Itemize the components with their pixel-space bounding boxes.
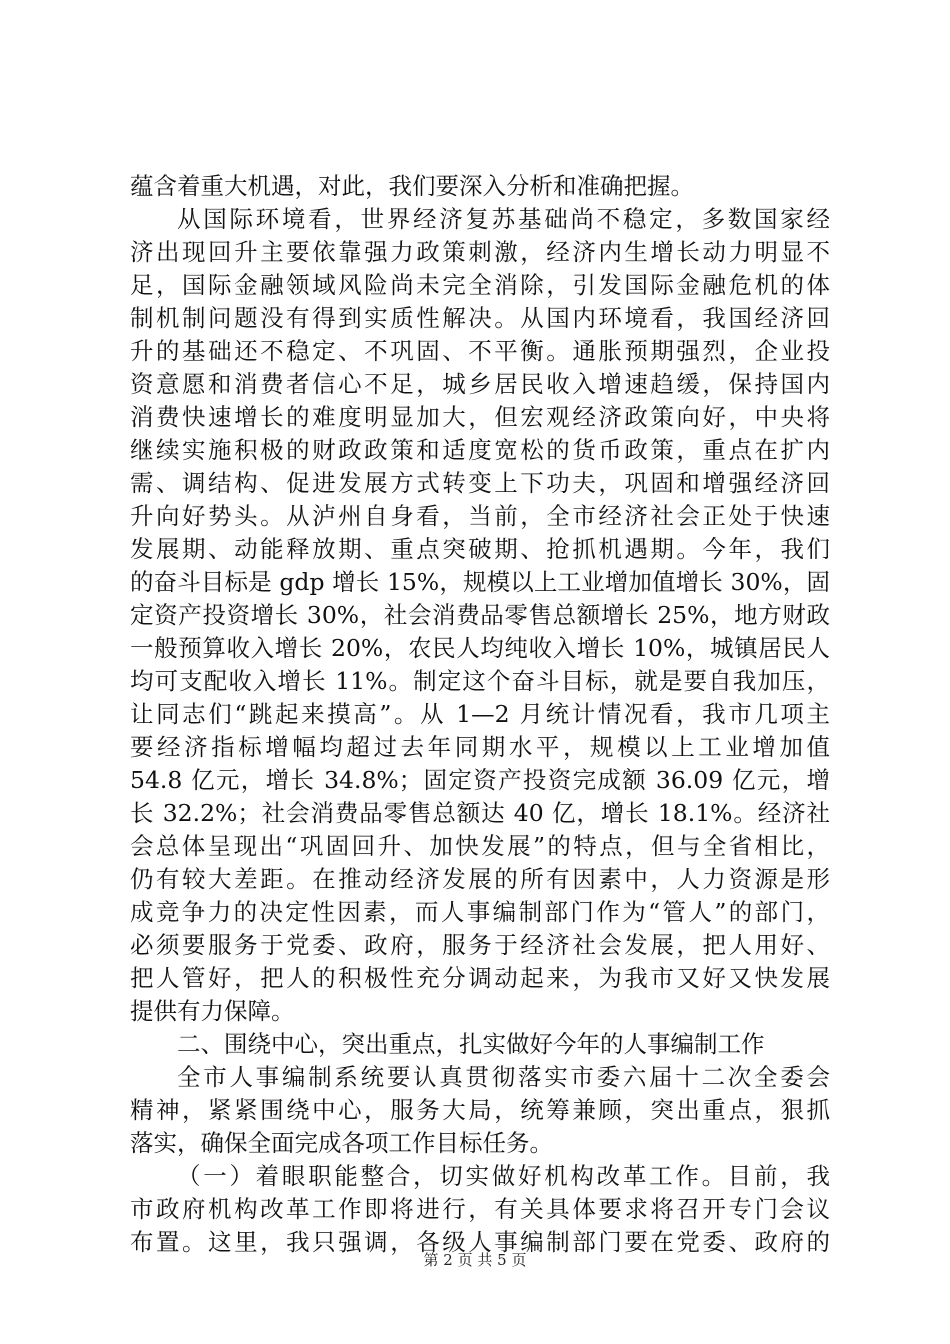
text-line: 落实，确保全面完成各项工作目标任务。 bbox=[130, 1129, 553, 1157]
text-line: 把人管好，把人的积极性充分调动起来，为我市又好又快发展 bbox=[130, 964, 830, 992]
text-line: 二、围绕中心，突出重点，扎实做好今年的人事编制工作 bbox=[177, 1030, 765, 1058]
text-line: 提供有力保障。 bbox=[130, 997, 295, 1025]
text-line: 成竞争力的决定性因素，而人事编制部门作为“管人”的部门， bbox=[130, 898, 830, 926]
text-line: （一）着眼职能整合，切实做好机构改革工作。目前，我 bbox=[177, 1162, 830, 1190]
text-line: 让同志们“跳起来摸高”。从 1—2 月统计情况看，我市几项主 bbox=[130, 700, 830, 728]
text-line: 必须要服务于党委、政府，服务于经济社会发展，把人用好、 bbox=[130, 931, 830, 959]
text-line: 从国际环境看，世界经济复苏基础尚不稳定，多数国家经 bbox=[177, 205, 830, 233]
document-body bbox=[130, 170, 830, 1259]
text-line: 升的基础还不稳定、不巩固、不平衡。通胀预期强烈，企业投 bbox=[130, 337, 830, 365]
text-line: 一般预算收入增长 20%，农民人均纯收入增长 10%，城镇居民人 bbox=[130, 634, 830, 662]
text-line: 需、调结构、促进发展方式转变上下功夫，巩固和增强经济回 bbox=[130, 469, 830, 497]
text-line: 市政府机构改革工作即将进行，有关具体要求将召开专门会议 bbox=[130, 1195, 830, 1223]
text-line: 蕴含着重大机遇，对此，我们要深入分析和准确把握。 bbox=[130, 172, 694, 200]
text-line: 制机制问题没有得到实质性解决。从国内环境看，我国经济回 bbox=[130, 304, 830, 332]
text-line: 长 32.2%；社会消费品零售总额达 40 亿，增长 18.1%。经济社 bbox=[130, 799, 830, 827]
page-number-footer: 第 2 页 共 5 页 bbox=[423, 1251, 527, 1269]
text-line: 的奋斗目标是 gdp 增长 15%，规模以上工业增加值增长 30%，固 bbox=[130, 568, 830, 596]
text-line: 定资产投资增长 30%，社会消费品零售总额增长 25%，地方财政 bbox=[130, 601, 830, 629]
text-line: 消费快速增长的难度明显加大，但宏观经济政策向好，中央将 bbox=[130, 403, 830, 431]
text-line: 发展期、动能释放期、重点突破期、抢抓机遇期。今年，我们 bbox=[130, 535, 830, 563]
text-line: 资意愿和消费者信心不足，城乡居民收入增速趋缓，保持国内 bbox=[130, 370, 830, 398]
text-line: 要经济指标增幅均超过去年同期水平，规模以上工业增加值 bbox=[130, 733, 830, 761]
text-line: 精神，紧紧围绕中心，服务大局，统筹兼顾，突出重点，狠抓 bbox=[130, 1096, 830, 1124]
text-line: 全市人事编制系统要认真贯彻落实市委六届十二次全委会 bbox=[177, 1063, 830, 1091]
text-line: 布置。这里，我只强调，各级人事编制部门要在党委、政府的 bbox=[130, 1228, 830, 1256]
text-line: 升向好势头。从泸州自身看，当前，全市经济社会正处于快速 bbox=[130, 502, 830, 530]
text-line: 足，国际金融领域风险尚未完全消除，引发国际金融危机的体 bbox=[130, 271, 830, 299]
text-line: 均可支配收入增长 11%。制定这个奋斗目标，就是要自我加压， bbox=[130, 667, 830, 695]
text-line: 仍有较大差距。在推动经济发展的所有因素中，人力资源是形 bbox=[130, 865, 830, 893]
text-line: 继续实施积极的财政政策和适度宽松的货币政策，重点在扩内 bbox=[130, 436, 830, 464]
text-line: 会总体呈现出“巩固回升、加快发展”的特点，但与全省相比， bbox=[130, 832, 830, 860]
text-line: 54.8 亿元，增长 34.8%；固定资产投资完成额 36.09 亿元，增 bbox=[130, 766, 830, 794]
text-line: 济出现回升主要依靠强力政策刺激，经济内生增长动力明显不 bbox=[130, 238, 830, 266]
